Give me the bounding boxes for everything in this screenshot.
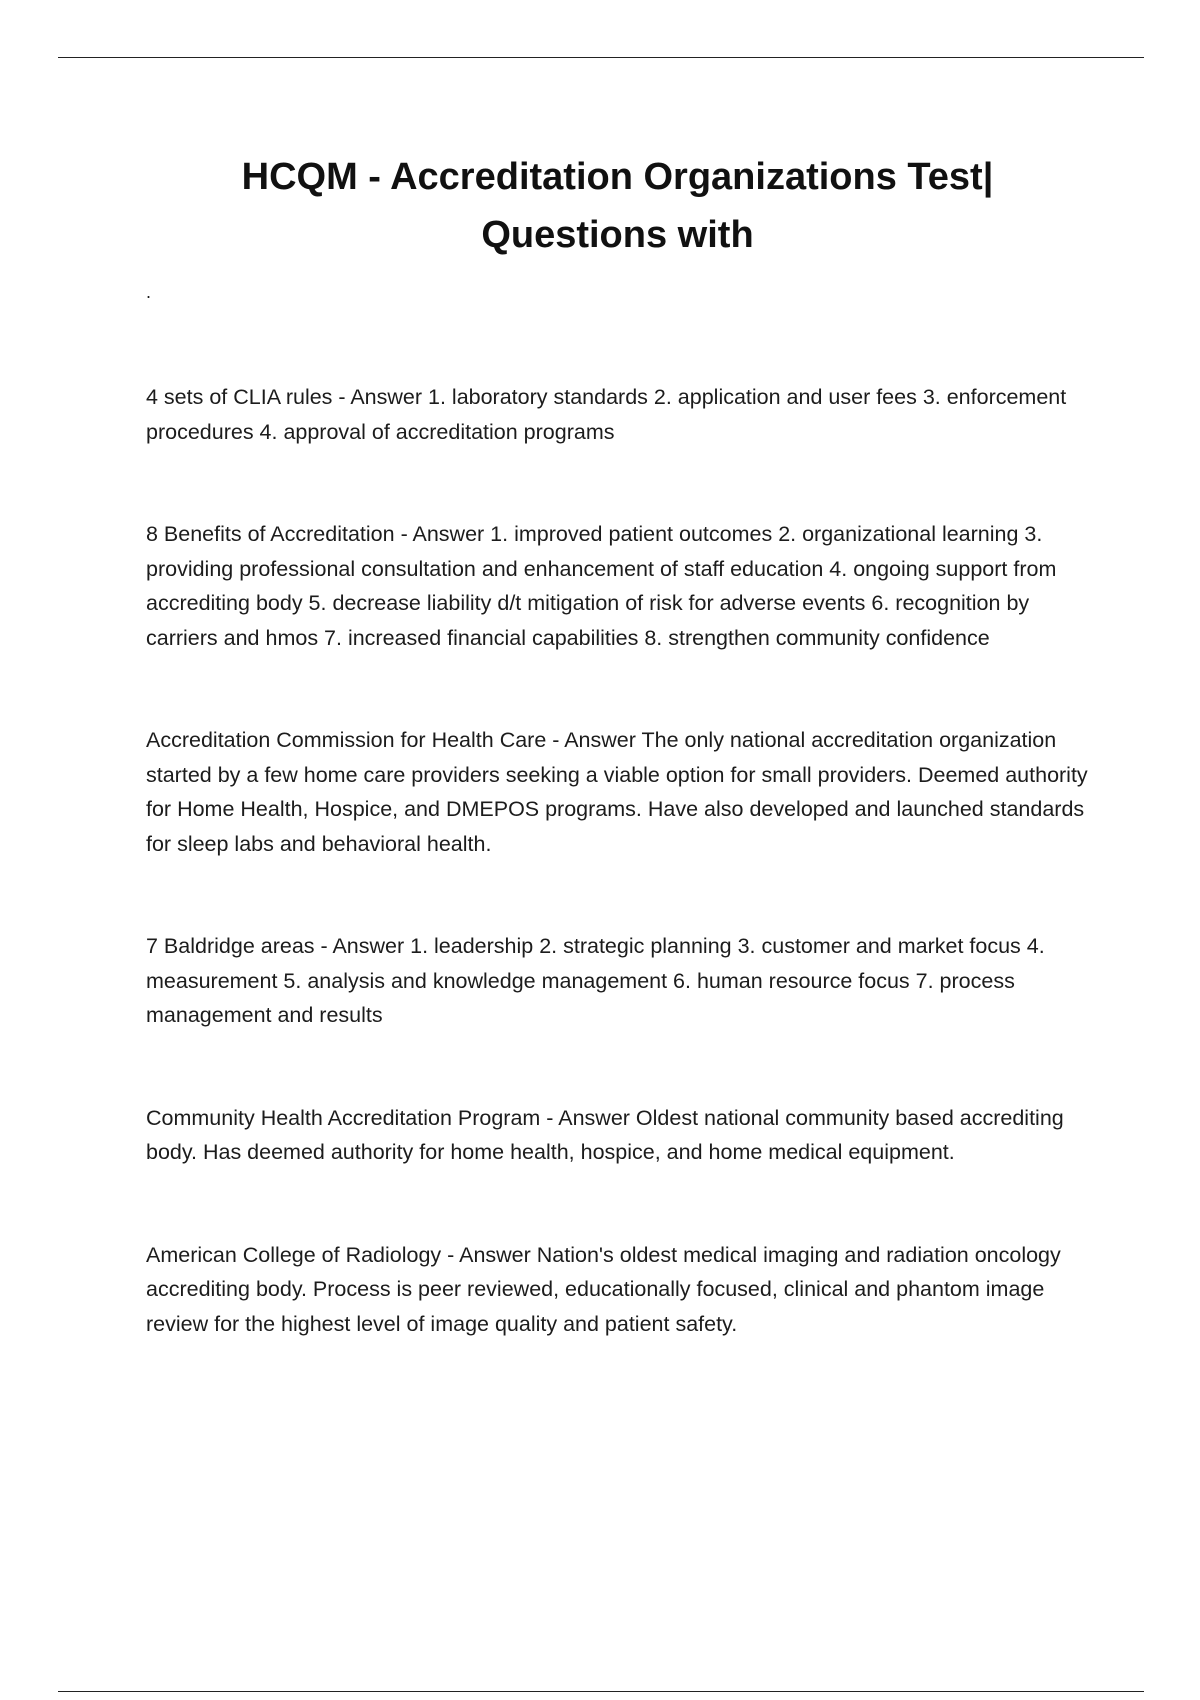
qa-entry-achc: Accreditation Commission for Health Care - Answer The only national accreditation organization started by a few home care providers seeking a viable option for small providers. Deemed authority for Home Health, Hospice, and DMEPOS programs. Have also developed and launched standards for sleep labs and behavioral health. xyxy=(146,728,1088,856)
qa-list xyxy=(146,380,1096,1409)
separator-dot: . xyxy=(146,282,152,302)
header-rule xyxy=(58,57,1144,58)
qa-entry-benefits-of-accreditation: 8 Benefits of Accreditation - Answer 1. improved patient outcomes 2. organizational learning 3. providing professional consultation and enhancement of staff education 4. ongoing support from accrediting body 5. decrease liability d/t mitigation of risk for adverse events 6. recognition by carriers and hmos 7. increased financial capabilities 8. strengthen community confidence xyxy=(146,522,1057,650)
qa-entry-acr: American College of Radiology - Answer Nation's oldest medical imaging and radiation oncology accrediting body. Process is peer reviewed, educationally focused, clinical and phantom image review for the highest level of image quality and patient safety. xyxy=(146,1242,1061,1336)
qa-entry-baldridge-areas: 7 Baldridge areas - Answer 1. leadership 2. strategic planning 3. customer and market focus 4. measurement 5. analysis and knowledge management 6. human resource focus 7. process management and results xyxy=(146,934,1045,1027)
footer-rule xyxy=(58,1691,1144,1692)
qa-entry-chap: Community Health Accreditation Program - Answer Oldest national community based accrediting body. Has deemed authority for home health, hospice, and home medical equipment. xyxy=(146,1105,1064,1164)
document-title: HCQM - Accreditation Organizations Test| Questions with xyxy=(241,156,994,256)
qa-entry-clia-rules: 4 sets of CLIA rules - Answer 1. laboratory standards 2. application and user fees 3. enforcement procedures 4. approval of accreditation programs xyxy=(146,385,1067,444)
